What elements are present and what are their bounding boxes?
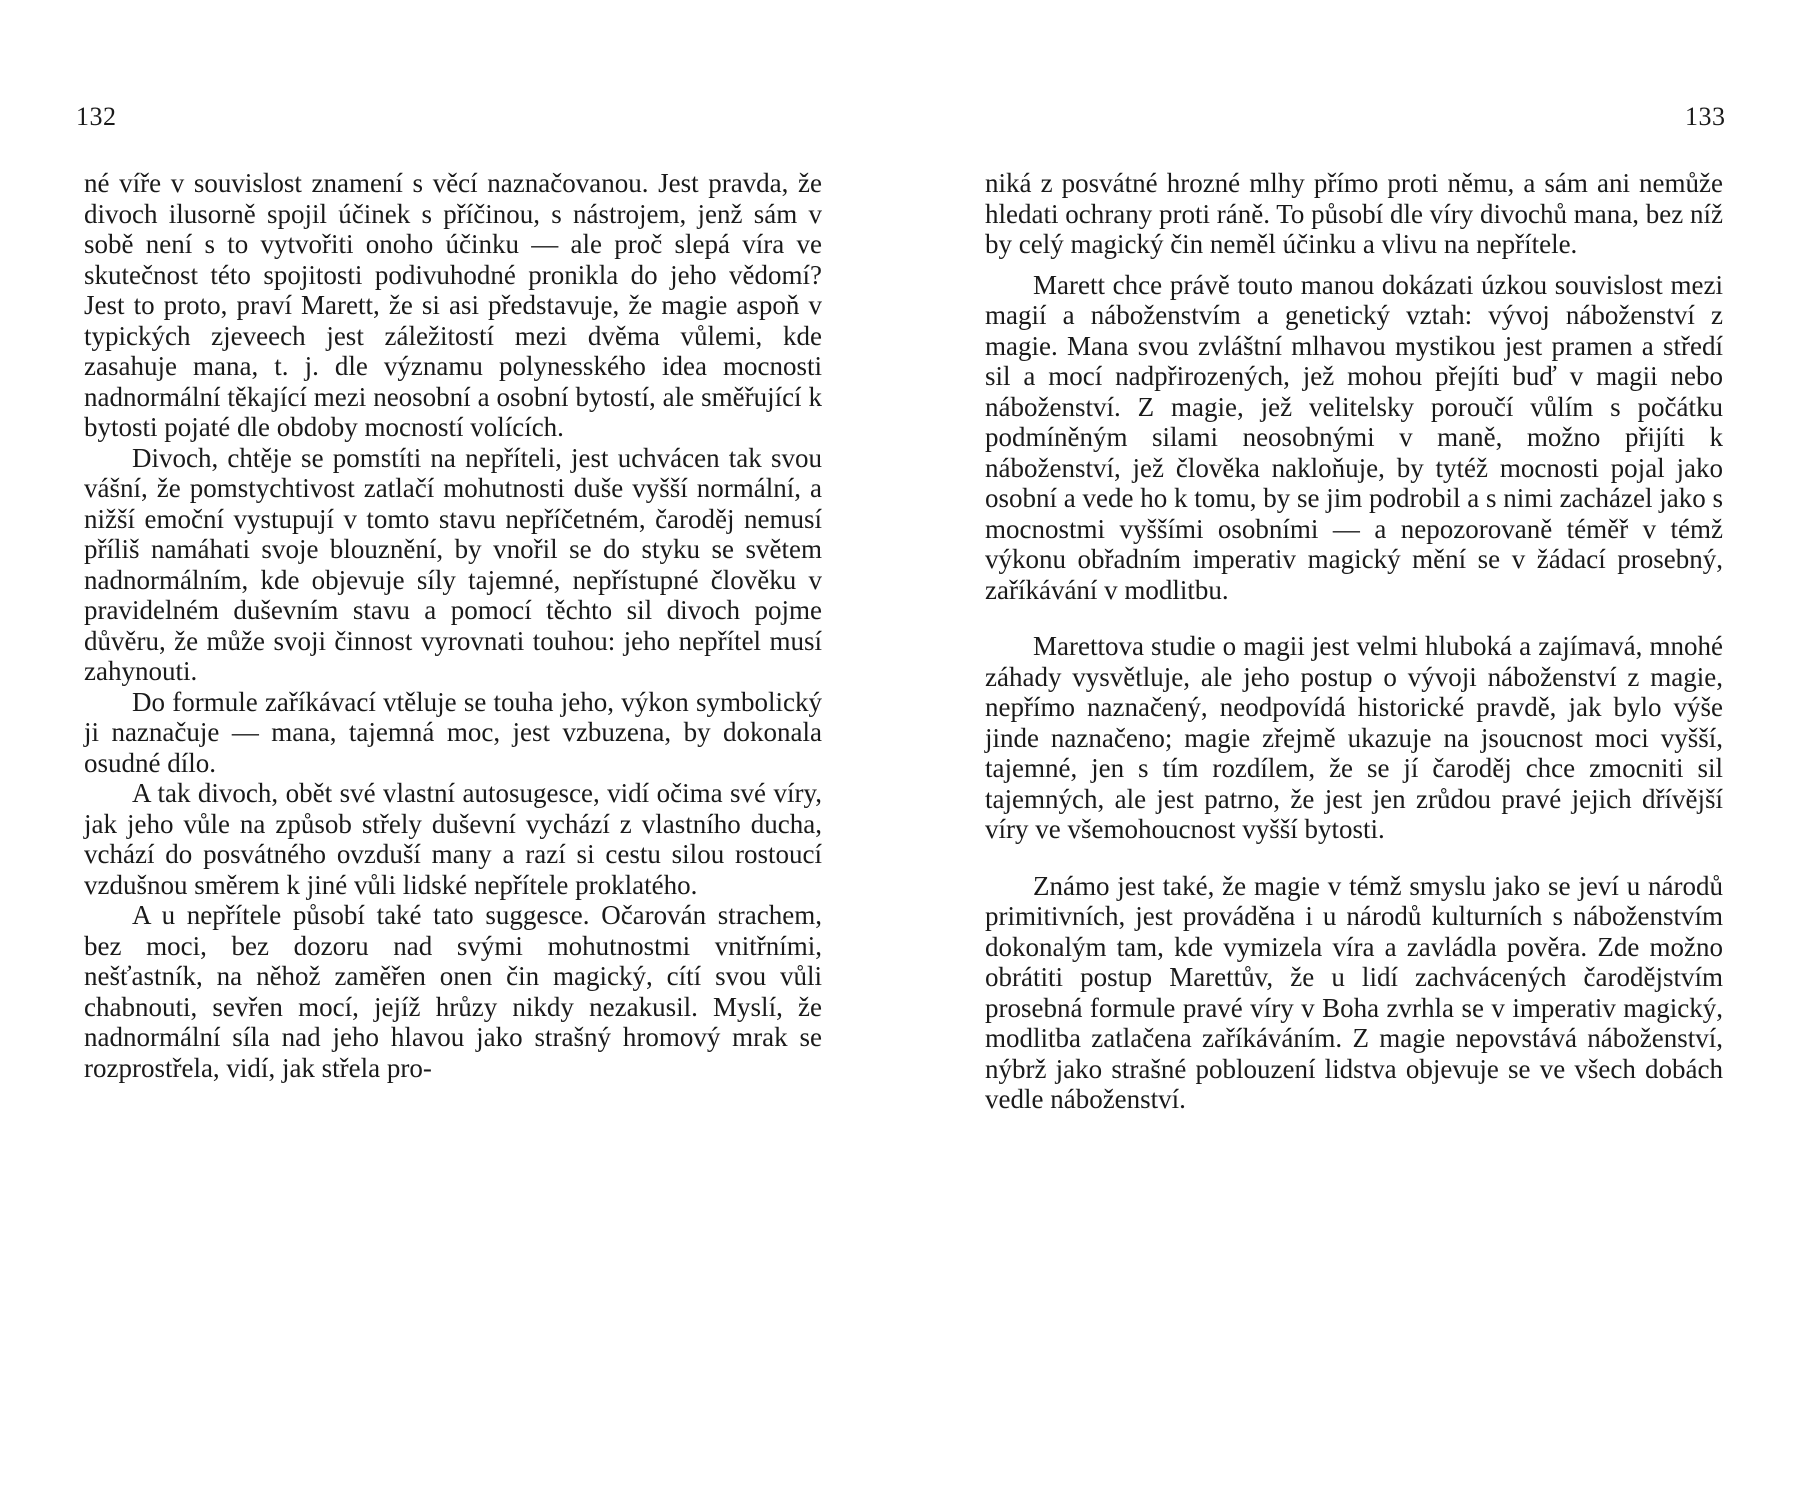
paragraph: Do formule zaříkávací vtěluje se touha jeho, výkon symbolický ji naznačuje — mana, tajemná moc, jest vzbuzena, by dokonala osudné dílo.	[84, 686, 822, 778]
paragraph: né víře v souvislost znamení s věcí naznačovanou. Jest pravda, že divoch ilusorně spojil účinek s příčinou, s nástrojem, jenž sám v sobě není s to vytvořiti onoho účinku — ale proč slepá víra ve skutečnost této spojitosti podivuhodné pronikla do jeho vědomí? Jest to proto, praví Marett, že si asi představuje, že magie aspoň v typických zjeveech jest záležitostí mezi dvěma vůlemi, kde zasahuje mana, t. j. dle významu polynesského idea mocnosti nadnormální těkající mezi neosobní a osobní bytostí, ale směřující k bytosti pojaté dle obdoby mocností volících.	[84, 168, 822, 442]
paragraph: Marettova studie o magii jest velmi hluboká a zajímavá, mnohé záhady vysvětluje, ale jeho postup o vývoji náboženství z magie, nepřímo naznačený, neodpovídá historické pravdě, jak bylo výše jinde naznačeno; magie zřejmě ukazuje na jsoucnost moci vyšší, tajemné, jen s tím rozdílem, že se jí čaroděj chce zmocniti sil tajemných, ale jest patrno, že jest jen zrůdou pravé jejich dřívější víry ve všemohoucnost vyšší bytosti.	[985, 631, 1723, 844]
paragraph: A tak divoch, obět své vlastní autosugesce, vidí očima své víry, jak jeho vůle na způsob střely duševní vychází z vlastního ducha, vchází do posvátného ovzduší many a razí si cestu silou rostoucí vzdušnou směrem k jiné vůli lidské nepřítele proklatého.	[84, 778, 822, 900]
paragraph: Marett chce právě touto manou dokázati úzkou souvislost mezi magií a náboženstvím a genetický vztah: vývoj náboženství z magie. Mana svou zvláštní mlhavou mystikou jest pramen a středí sil a mocí nadpřirozených, jež mohou přejíti buď v magii nebo náboženství. Z magie, jež velitelsky poroučí vůlím s počátku podmíněným silami neosobnými v maně, možno přijíti k náboženství, jež člověka nakloňuje, by tytéž mocnosti pojal jako osobní a vede ho k tomu, by se jim podrobil a s nimi zacházel jako s mocnostmi vyššími osobními — a nepozorovaně téměř v témž výkonu obřadním imperativ magický mění se v žádací prosebný, zaříkávání v modlitbu.	[985, 269, 1723, 605]
paragraph: Známo jest také, že magie v témž smyslu jako se jeví u národů primitivních, jest prováděna i u národů kulturních s náboženstvím dokonalým tam, kde vymizela víra a zavládla pověra. Zde možno obrátiti postup Marettův, že u lidí zachvácených čarodějstvím prosebná formule pravé víry v Boha zvrhla se v imperativ magický, modlitba zatlačena zaříkáváním. Z magie nepovstává náboženství, nýbrž jako strašné poblouzení lidstva objevuje se ve všech dobách vedle náboženství.	[985, 870, 1723, 1114]
paragraph: Divoch, chtěje se pomstíti na nepříteli, jest uchvácen tak svou vášní, že pomstychtivost zatlačí mohutnosti duše vyšší normální, a nižší emoční vystupují v tomto stavu nepříčetném, čaroděj nemusí příliš namáhati svoje blouznění, by vnořil se do styku se světem nadnormálním, kde objevuje síly tajemné, nepřístupné člověku v pravidelném duševním stavu a pomocí těchto sil divoch pojme důvěru, že může svoji činnost vyrovnati touhou: jeho nepřítel musí zahynouti.	[84, 442, 822, 686]
paragraph: A u nepřítele působí také tato suggesce. Očarován strachem, bez moci, bez dozoru nad svými mohutnostmi vnitřními, nešťastník, na něhož zaměřen onen čin magický, cítí svou vůli chabnouti, sevřen mocí, jejíž hrůzy nikdy nezakusil. Myslí, že nadnormální síla nad jeho hlavou jako strašný hromový mrak se rozprostřela, vidí, jak střela pro-	[84, 900, 822, 1083]
page-number-right: 133	[1685, 102, 1726, 131]
page-number-left: 132	[76, 102, 117, 131]
left-page-text	[84, 168, 822, 1083]
paragraph: niká z posvátné hrozné mlhy přímo proti němu, a sám ani nemůže hledati ochrany proti ráně. To působí dle víry divochů mana, bez níž by celý magický čin neměl účinku a vlivu na nepřítele.	[985, 168, 1723, 259]
right-page-text	[985, 168, 1723, 1115]
